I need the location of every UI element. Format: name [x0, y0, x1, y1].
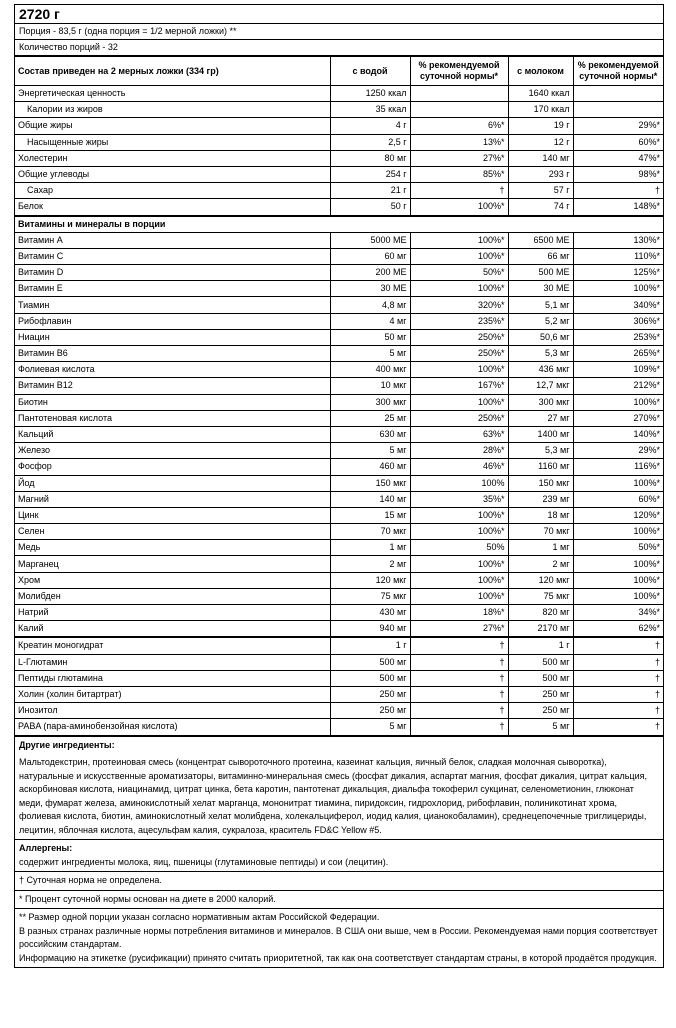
pct-with-milk: 100%* [573, 572, 663, 588]
value-with-milk: 50,6 мг [508, 329, 573, 345]
value-with-water: 1250 ккал [330, 86, 410, 102]
nutrient-name: Холестерин [15, 150, 330, 166]
table-row [15, 102, 663, 118]
table-row [15, 605, 663, 621]
pct-with-milk: 340%* [573, 297, 663, 313]
nutrient-name: Общие жиры [15, 118, 330, 134]
value-with-milk: 2 мг [508, 556, 573, 572]
nutrient-name: Креатин моногидрат [15, 637, 330, 654]
value-with-water: 940 мг [330, 621, 410, 638]
value-with-milk: 2170 мг [508, 621, 573, 638]
value-with-milk: 500 мг [508, 654, 573, 670]
value-with-milk: 6500 МЕ [508, 232, 573, 248]
pct-with-milk: † [573, 719, 663, 735]
value-with-milk: 57 г [508, 183, 573, 199]
value-with-milk: 1 г [508, 637, 573, 654]
pct-with-water: 100%* [410, 507, 508, 523]
pct-with-water: † [410, 686, 508, 702]
value-with-milk: 5 мг [508, 719, 573, 735]
nutrient-name: PABA (пара-аминобензойная кислота) [15, 719, 330, 735]
value-with-water: 460 мг [330, 459, 410, 475]
nutrient-name: Витамин D [15, 265, 330, 281]
nutrient-name: Фосфор [15, 459, 330, 475]
table-row [15, 232, 663, 248]
value-with-water: 5 мг [330, 346, 410, 362]
nutrient-name: Пантотеновая кислота [15, 410, 330, 426]
with-water-header: с водой [330, 56, 410, 86]
pct-with-water: 320%* [410, 297, 508, 313]
value-with-water: 140 мг [330, 491, 410, 507]
pct-with-water: 13%* [410, 134, 508, 150]
value-with-milk: 30 МЕ [508, 281, 573, 297]
nutrient-name: Железо [15, 443, 330, 459]
table-row [15, 183, 663, 199]
table-row [15, 362, 663, 378]
table-row [15, 281, 663, 297]
value-with-milk: 19 г [508, 118, 573, 134]
value-with-milk: 5,3 мг [508, 346, 573, 362]
pct-with-water: 100%* [410, 281, 508, 297]
value-with-milk: 5,2 мг [508, 313, 573, 329]
value-with-milk: 12,7 мкг [508, 378, 573, 394]
other-ingredients-text: Мальтодекстрин, протеиновая смесь (концентрат сывороточного протеина, казеинат кальция, яичный белок, сладкая молочная сыворотка), натуральные и искусственные ароматизаторы, витаминно-минеральная смесь (фосфат дикалия, аспартат магния, фосфат дикалия, цитрат кальция, аскорбиновая кислота, ниацинамид, цитрат цинка, бета каротин, пантотенат дикальция, диальфа токоферил сукцинат, селенометионин, глюконат меди, фумарат железа, аминокислотный хелат марганца, мононитрат тиамина, пиридоксин, гидрохлорид, рибофлавин, полиникотинат хрома, фолиевая кислота, биотин, аминокислотный хелат молибдена, холекальциферол, иодид калия, цианокобаламин), среднецепочечные триглицериды, лецитин, яблочная кислота, ацесульфам калия, сукралоза, краситель FD&C Yellow #5. [19, 757, 647, 835]
pct-with-milk: † [573, 654, 663, 670]
pct-with-water: 6%* [410, 118, 508, 134]
table-row [15, 540, 663, 556]
pct-with-milk: 60%* [573, 491, 663, 507]
nutrient-name: Фолиевая кислота [15, 362, 330, 378]
nutrient-name: Хром [15, 572, 330, 588]
value-with-milk: 293 г [508, 166, 573, 182]
pct-with-milk: 140%* [573, 426, 663, 442]
value-with-water: 200 МЕ [330, 265, 410, 281]
table-row [15, 719, 663, 735]
value-with-water: 630 мг [330, 426, 410, 442]
composition-header: Состав приведен на 2 мерных ложки (334 гр) [15, 56, 330, 86]
pct-with-water: 100%* [410, 232, 508, 248]
pct-with-milk: 100%* [573, 475, 663, 491]
pct-with-water: 100%* [410, 394, 508, 410]
value-with-water: 120 мкг [330, 572, 410, 588]
table-row [15, 556, 663, 572]
pct-with-milk: 265%* [573, 346, 663, 362]
table-row [15, 378, 663, 394]
table-row [15, 491, 663, 507]
value-with-water: 430 мг [330, 605, 410, 621]
nutrient-name: Йод [15, 475, 330, 491]
pct-with-water: 100%* [410, 524, 508, 540]
pct-with-water: 100%* [410, 588, 508, 604]
value-with-water: 254 г [330, 166, 410, 182]
value-with-water: 4,8 мг [330, 297, 410, 313]
pct-with-water: 100%* [410, 248, 508, 264]
nutrient-name: Медь [15, 540, 330, 556]
value-with-milk: 820 мг [508, 605, 573, 621]
value-with-water: 35 ккал [330, 102, 410, 118]
pct-with-water: 46%* [410, 459, 508, 475]
pct-milk-header: % рекомендуемой суточной нормы* [573, 56, 663, 86]
table-row [15, 588, 663, 604]
pct-with-water: † [410, 719, 508, 735]
pct-with-milk: 98%* [573, 166, 663, 182]
norms-note: В разных странах различные нормы потребления витаминов и минералов. В США они выше, чем в России. Рекомендуемая нами порция соответствует российским стандартам. [19, 925, 658, 949]
value-with-milk: 12 г [508, 134, 573, 150]
nutrient-name: Витамин А [15, 232, 330, 248]
pct-with-milk: 100%* [573, 588, 663, 604]
nutrient-name: Рибофлавин [15, 313, 330, 329]
pct-with-water: 63%* [410, 426, 508, 442]
nutrient-name: Сахар [15, 183, 330, 199]
value-with-water: 500 мг [330, 654, 410, 670]
table-row [15, 475, 663, 491]
pct-with-milk: 47%* [573, 150, 663, 166]
nutrient-name: Биотин [15, 394, 330, 410]
value-with-milk: 120 мкг [508, 572, 573, 588]
value-with-milk: 75 мкг [508, 588, 573, 604]
pct-with-water [410, 86, 508, 102]
pct-with-water: 250%* [410, 410, 508, 426]
nutrient-name: Натрий [15, 605, 330, 621]
info-note: Информацию на этикетке (русификации) принято считать приоритетной, так как она соответствует стандартам страны, в которой продаётся продукция. [19, 952, 657, 963]
pct-with-milk: 29%* [573, 118, 663, 134]
pct-with-milk: 148%* [573, 199, 663, 216]
pct-with-milk: 116%* [573, 459, 663, 475]
pct-with-water: 28%* [410, 443, 508, 459]
nutrient-name: Калий [15, 621, 330, 638]
table-row [15, 346, 663, 362]
other-ingredients [15, 735, 663, 840]
pct-with-milk: 100%* [573, 556, 663, 572]
table-row [15, 297, 663, 313]
pct-with-milk: 100%* [573, 281, 663, 297]
pct-with-water [410, 102, 508, 118]
pct-with-milk [573, 86, 663, 102]
value-with-milk: 150 мкг [508, 475, 573, 491]
pct-with-water: 250%* [410, 329, 508, 345]
pct-with-milk: 109%* [573, 362, 663, 378]
value-with-milk: 1160 мг [508, 459, 573, 475]
value-with-water: 5000 МЕ [330, 232, 410, 248]
value-with-water: 400 мкг [330, 362, 410, 378]
value-with-water: 30 МЕ [330, 281, 410, 297]
nutrient-name: Витамин В6 [15, 346, 330, 362]
serving-size: Порция - 83,5 г (одна порция = 1/2 мерной ложки) ** [15, 23, 663, 39]
value-with-milk: 170 ккал [508, 102, 573, 118]
value-with-milk: 436 мкг [508, 362, 573, 378]
pct-with-milk: 270%* [573, 410, 663, 426]
table-row [15, 199, 663, 216]
value-with-milk: 18 мг [508, 507, 573, 523]
nutrition-label [14, 4, 664, 968]
pct-with-milk: 29%* [573, 443, 663, 459]
value-with-water: 2 мг [330, 556, 410, 572]
value-with-milk: 140 мг [508, 150, 573, 166]
pct-with-water: 85%* [410, 166, 508, 182]
value-with-water: 4 г [330, 118, 410, 134]
value-with-water: 1 мг [330, 540, 410, 556]
value-with-water: 70 мкг [330, 524, 410, 540]
value-with-water: 2,5 г [330, 134, 410, 150]
pct-with-water: † [410, 670, 508, 686]
pct-with-milk: 125%* [573, 265, 663, 281]
pct-with-milk: † [573, 703, 663, 719]
table-row [15, 265, 663, 281]
table-row [15, 572, 663, 588]
pct-with-water: 27%* [410, 150, 508, 166]
nutrient-name: Холин (холин битартрат) [15, 686, 330, 702]
table-row [15, 426, 663, 442]
value-with-water: 80 мг [330, 150, 410, 166]
nutrient-name: Витамин В12 [15, 378, 330, 394]
pct-with-water: 100%* [410, 199, 508, 216]
nutrient-name: Кальций [15, 426, 330, 442]
pct-with-milk: 110%* [573, 248, 663, 264]
pct-with-water: 50%* [410, 265, 508, 281]
with-milk-header: с молоком [508, 56, 573, 86]
pct-with-water: 235%* [410, 313, 508, 329]
value-with-water: 21 г [330, 183, 410, 199]
pct-with-milk: 100%* [573, 524, 663, 540]
pct-with-milk: † [573, 183, 663, 199]
pct-with-water: † [410, 637, 508, 654]
vitamins-section-row [15, 216, 663, 233]
table-row [15, 670, 663, 686]
table-header-row [15, 56, 663, 86]
table-row [15, 134, 663, 150]
pct-with-milk: 120%* [573, 507, 663, 523]
nutrient-name: Энергетическая ценность [15, 86, 330, 102]
value-with-water: 500 мг [330, 670, 410, 686]
value-with-milk: 239 мг [508, 491, 573, 507]
table-row [15, 118, 663, 134]
package-weight: 2720 г [19, 6, 60, 22]
dagger-note: † Суточная норма не определена. [15, 871, 663, 890]
nutrient-name: Селен [15, 524, 330, 540]
value-with-milk: 74 г [508, 199, 573, 216]
table-row [15, 637, 663, 654]
pct-with-water: 100%* [410, 362, 508, 378]
value-with-milk: 1 мг [508, 540, 573, 556]
regulatory-notes [15, 908, 663, 967]
pct-with-milk: 50%* [573, 540, 663, 556]
allergens-text: содержит ингредиенты молока, яиц, пшеницы (глутаминовые пептиды) и сои (лецитин). [19, 856, 389, 867]
table-row [15, 86, 663, 102]
nutrient-name: Тиамин [15, 297, 330, 313]
nutrient-name: Витамин Е [15, 281, 330, 297]
pct-with-water: 18%* [410, 605, 508, 621]
pct-with-water: 50% [410, 540, 508, 556]
pct-with-milk: 62%* [573, 621, 663, 638]
table-row [15, 703, 663, 719]
nutrient-name: Общие углеводы [15, 166, 330, 182]
pct-with-milk: † [573, 637, 663, 654]
value-with-water: 150 мкг [330, 475, 410, 491]
value-with-water: 10 мкг [330, 378, 410, 394]
nutrient-name: Магний [15, 491, 330, 507]
pct-with-milk: 60%* [573, 134, 663, 150]
table-row [15, 150, 663, 166]
nutrient-name: Белок [15, 199, 330, 216]
pct-with-milk: 306%* [573, 313, 663, 329]
nutrient-name: Пептиды глютамина [15, 670, 330, 686]
value-with-water: 50 г [330, 199, 410, 216]
value-with-water: 300 мкг [330, 394, 410, 410]
table-row [15, 394, 663, 410]
pct-water-header: % рекомендуемой суточной нормы* [410, 56, 508, 86]
value-with-milk: 70 мкг [508, 524, 573, 540]
value-with-milk: 66 мг [508, 248, 573, 264]
value-with-milk: 300 мкг [508, 394, 573, 410]
pct-with-water: 100%* [410, 572, 508, 588]
pct-with-milk: † [573, 670, 663, 686]
pct-with-water: 100%* [410, 556, 508, 572]
value-with-milk: 500 МЕ [508, 265, 573, 281]
pct-with-milk: 253%* [573, 329, 663, 345]
serving-size-note: ** Размер одной порции указан согласно нормативным актам Российской Федерации. [19, 912, 380, 922]
nutrient-name: Калории из жиров [15, 102, 330, 118]
value-with-water: 75 мкг [330, 588, 410, 604]
other-ingredients-title: Другие ингредиенты: [19, 739, 115, 750]
table-row [15, 410, 663, 426]
allergens-title: Аллергены: [19, 843, 73, 853]
pct-with-milk: 100%* [573, 394, 663, 410]
value-with-milk: 1640 ккал [508, 86, 573, 102]
value-with-water: 5 мг [330, 443, 410, 459]
table-row [15, 166, 663, 182]
allergens [15, 839, 663, 871]
pct-with-water: 35%* [410, 491, 508, 507]
value-with-milk: 5,1 мг [508, 297, 573, 313]
pct-with-milk: † [573, 686, 663, 702]
percent-note: * Процент суточной нормы основан на диете в 2000 калорий. [15, 890, 663, 909]
table-row [15, 654, 663, 670]
value-with-water: 250 мг [330, 686, 410, 702]
pct-with-water: 167%* [410, 378, 508, 394]
value-with-milk: 250 мг [508, 703, 573, 719]
pct-with-water: † [410, 654, 508, 670]
pct-with-water: 27%* [410, 621, 508, 638]
value-with-milk: 27 мг [508, 410, 573, 426]
nutrient-name: Марганец [15, 556, 330, 572]
nutrient-name: Цинк [15, 507, 330, 523]
value-with-milk: 1400 мг [508, 426, 573, 442]
value-with-milk: 500 мг [508, 670, 573, 686]
table-row [15, 443, 663, 459]
nutrition-table [15, 55, 663, 735]
table-row [15, 248, 663, 264]
value-with-milk: 250 мг [508, 686, 573, 702]
pct-with-milk: 212%* [573, 378, 663, 394]
value-with-water: 4 мг [330, 313, 410, 329]
value-with-water: 60 мг [330, 248, 410, 264]
table-row [15, 329, 663, 345]
value-with-milk: 5,3 мг [508, 443, 573, 459]
pct-with-milk: 130%* [573, 232, 663, 248]
nutrient-name: Молибден [15, 588, 330, 604]
nutrient-name: Инозитол [15, 703, 330, 719]
value-with-water: 15 мг [330, 507, 410, 523]
table-row [15, 507, 663, 523]
nutrient-name: Ниацин [15, 329, 330, 345]
pct-with-water: † [410, 703, 508, 719]
table-row [15, 686, 663, 702]
value-with-water: 5 мг [330, 719, 410, 735]
servings-count: Количество порций - 32 [15, 39, 663, 55]
table-row [15, 524, 663, 540]
pct-with-milk: 34%* [573, 605, 663, 621]
value-with-water: 1 г [330, 637, 410, 654]
table-row [15, 313, 663, 329]
value-with-water: 25 мг [330, 410, 410, 426]
vitamins-section-title: Витамины и минералы в порции [15, 216, 663, 233]
table-row [15, 459, 663, 475]
value-with-water: 50 мг [330, 329, 410, 345]
table-row [15, 621, 663, 638]
pct-with-water: 250%* [410, 346, 508, 362]
pct-with-milk [573, 102, 663, 118]
pct-with-water: † [410, 183, 508, 199]
nutrient-name: L-Глютамин [15, 654, 330, 670]
nutrient-name: Витамин С [15, 248, 330, 264]
nutrient-name: Насыщенные жиры [15, 134, 330, 150]
pct-with-water: 100% [410, 475, 508, 491]
value-with-water: 250 мг [330, 703, 410, 719]
